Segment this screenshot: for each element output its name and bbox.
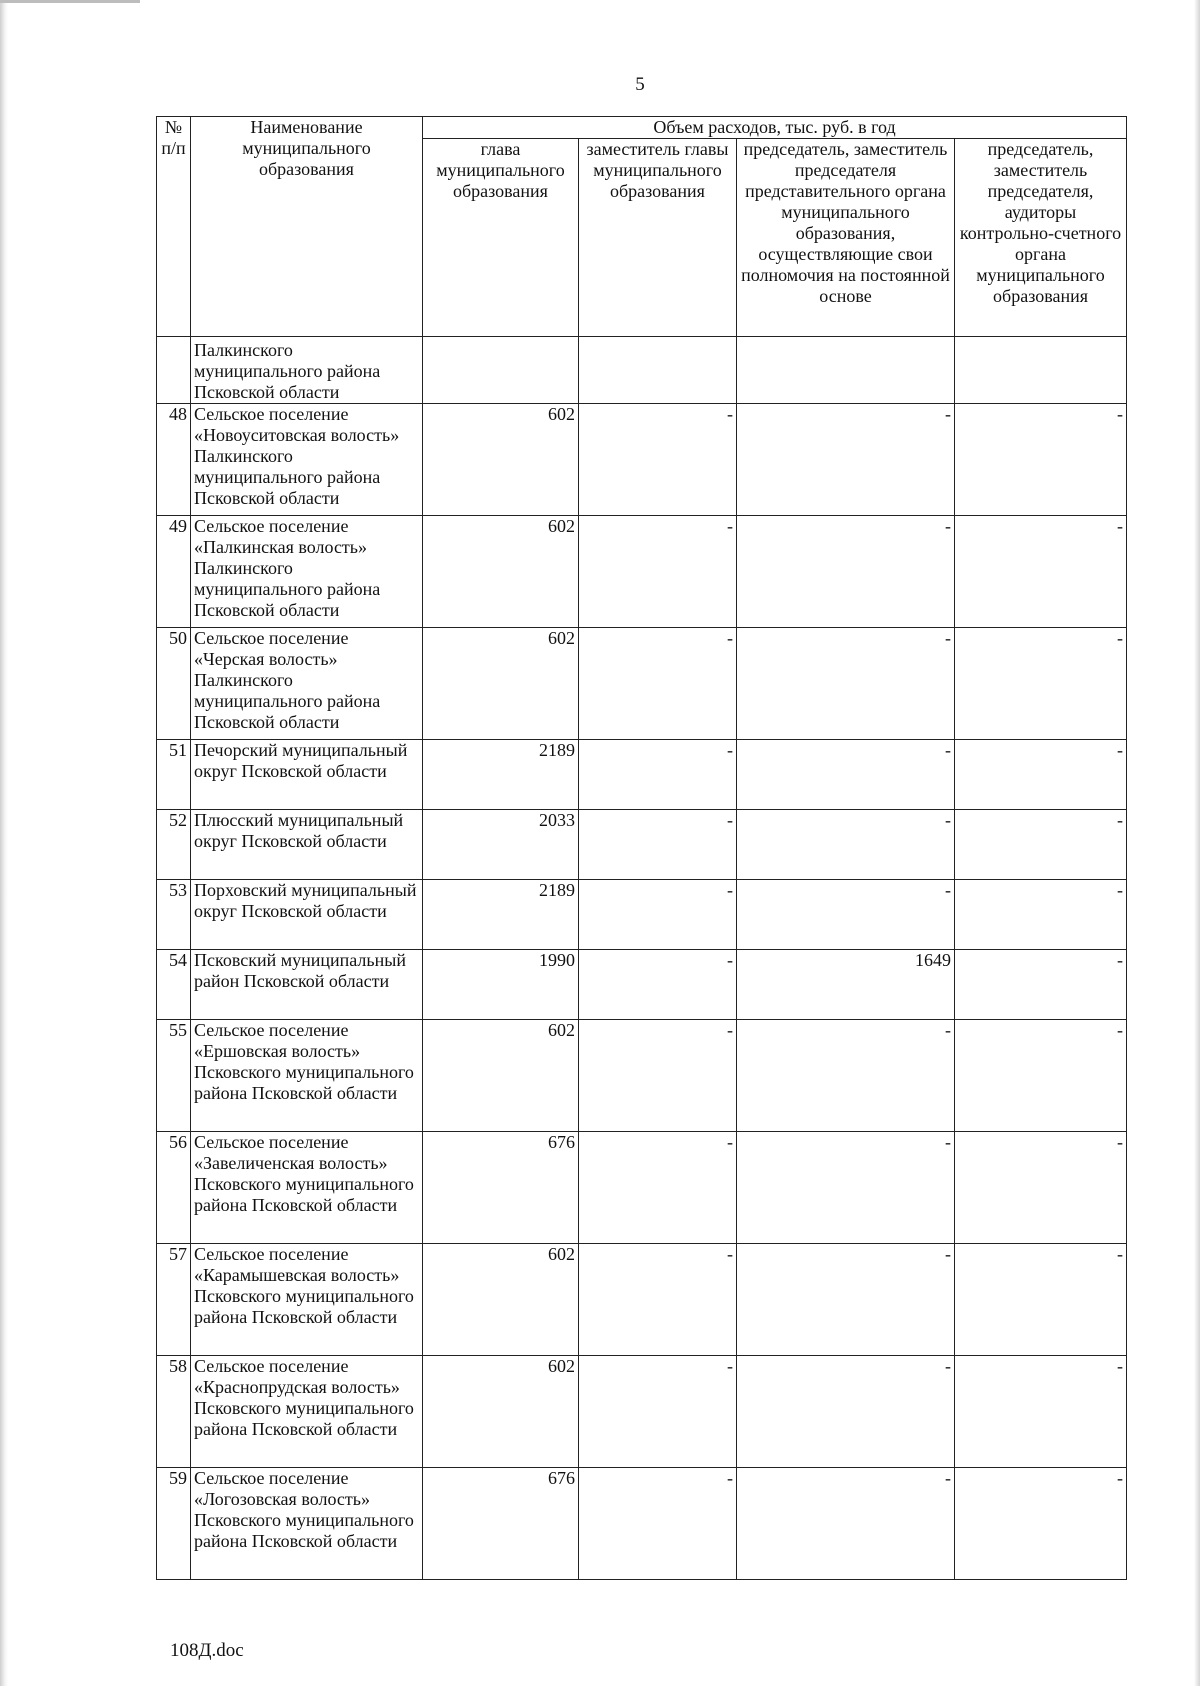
- row-value-deputy: -: [579, 740, 737, 810]
- table-body: [157, 337, 1127, 1580]
- row-number: 58: [157, 1356, 191, 1468]
- row-name: Псковский муниципальный район Псковской области: [191, 950, 423, 1020]
- table-row-continuation: [157, 337, 1127, 404]
- row-value-audit: -: [955, 1244, 1127, 1356]
- header-col-audit-chair: председатель, заместитель председателя, аудиторы контрольно-счетного органа муниципального образования: [955, 139, 1127, 337]
- table-row: [157, 628, 1127, 740]
- row-value-representative: -: [737, 1132, 955, 1244]
- row-value-audit: -: [955, 516, 1127, 628]
- row-name: Сельское поселение «Краснопрудская волость» Псковского муниципального района Псковской области: [191, 1356, 423, 1468]
- row-name: Сельское поселение «Черская волость» Палкинского муниципального района Псковской области: [191, 628, 423, 740]
- row-value-representative: -: [737, 1356, 955, 1468]
- row-name: Сельское поселение «Карамышевская волость» Псковского муниципального района Псковской области: [191, 1244, 423, 1356]
- row-value-representative: -: [737, 404, 955, 516]
- row-name: Порховский муниципальный округ Псковской области: [191, 880, 423, 950]
- table-row: [157, 404, 1127, 516]
- row-number: 55: [157, 1020, 191, 1132]
- footer-filename: 108Д.doc: [170, 1640, 244, 1661]
- row-value-deputy: -: [579, 1244, 737, 1356]
- row-value-audit: -: [955, 950, 1127, 1020]
- row-value-deputy: -: [579, 628, 737, 740]
- row-value-deputy: -: [579, 950, 737, 1020]
- row-value-representative: -: [737, 1020, 955, 1132]
- row-value-representative: -: [737, 628, 955, 740]
- row-value-head: 676: [423, 1132, 579, 1244]
- row-value-audit: -: [955, 810, 1127, 880]
- row-number: 56: [157, 1132, 191, 1244]
- row-number: 48: [157, 404, 191, 516]
- header-row-1: [157, 117, 1127, 139]
- row-value-representative: -: [737, 880, 955, 950]
- row-value-deputy: -: [579, 1132, 737, 1244]
- table-row: [157, 950, 1127, 1020]
- row-number: 52: [157, 810, 191, 880]
- row-name: Палкинского муниципального района Псковской области: [191, 337, 423, 404]
- table-row: [157, 1244, 1127, 1356]
- row-value-representative: [737, 337, 955, 404]
- table-row: [157, 1356, 1127, 1468]
- table-row: [157, 1468, 1127, 1580]
- row-number: 53: [157, 880, 191, 950]
- row-name: Сельское поселение «Ершовская волость» Псковского муниципального района Псковской области: [191, 1020, 423, 1132]
- header-col-deputy-head: заместитель главы муниципального образования: [579, 139, 737, 337]
- row-name: Сельское поселение «Логозовская волость» Псковского муниципального района Псковской области: [191, 1468, 423, 1580]
- row-value-head: 602: [423, 1356, 579, 1468]
- row-name: Сельское поселение «Новоуситовская волость» Палкинского муниципального района Псковской области: [191, 404, 423, 516]
- row-value-head: 602: [423, 1244, 579, 1356]
- row-number: 49: [157, 516, 191, 628]
- row-value-representative: -: [737, 1468, 955, 1580]
- row-value-audit: -: [955, 404, 1127, 516]
- row-value-audit: [955, 337, 1127, 404]
- table-row: [157, 1020, 1127, 1132]
- row-value-audit: -: [955, 628, 1127, 740]
- row-value-audit: -: [955, 1468, 1127, 1580]
- row-value-deputy: -: [579, 404, 737, 516]
- row-value-head: 602: [423, 1020, 579, 1132]
- row-number: 59: [157, 1468, 191, 1580]
- scan-edge-left: [0, 0, 8, 1686]
- row-number: [157, 337, 191, 404]
- row-value-deputy: [579, 337, 737, 404]
- row-value-audit: -: [955, 1020, 1127, 1132]
- row-value-deputy: -: [579, 1468, 737, 1580]
- row-value-representative: -: [737, 516, 955, 628]
- row-name: Сельское поселение «Завеличенская волость» Псковского муниципального района Псковской области: [191, 1132, 423, 1244]
- header-num: № п/п: [157, 117, 191, 337]
- header-col-head: глава муниципального образования: [423, 139, 579, 337]
- page-number: 5: [635, 74, 645, 95]
- row-value-deputy: -: [579, 880, 737, 950]
- header-group: Объем расходов, тыс. руб. в год: [423, 117, 1127, 139]
- row-number: 54: [157, 950, 191, 1020]
- row-value-head: 602: [423, 404, 579, 516]
- row-number: 57: [157, 1244, 191, 1356]
- row-name: Плюсский муниципальный округ Псковской области: [191, 810, 423, 880]
- row-value-audit: -: [955, 1356, 1127, 1468]
- row-value-head: 2189: [423, 880, 579, 950]
- table-row: [157, 740, 1127, 810]
- row-number: 51: [157, 740, 191, 810]
- scan-edge-top: [0, 0, 140, 3]
- table-row: [157, 516, 1127, 628]
- row-value-deputy: -: [579, 810, 737, 880]
- table-row: [157, 1132, 1127, 1244]
- row-value-head: 676: [423, 1468, 579, 1580]
- row-value-audit: -: [955, 1132, 1127, 1244]
- row-value-head: 2189: [423, 740, 579, 810]
- row-value-representative: -: [737, 740, 955, 810]
- row-value-head: 2033: [423, 810, 579, 880]
- expenses-table: [156, 116, 1127, 1580]
- row-name: Сельское поселение «Палкинская волость» Палкинского муниципального района Псковской области: [191, 516, 423, 628]
- row-value-deputy: -: [579, 516, 737, 628]
- table-row: [157, 810, 1127, 880]
- row-value-representative: -: [737, 1244, 955, 1356]
- row-value-deputy: -: [579, 1356, 737, 1468]
- scan-edge-right: [1194, 0, 1200, 1686]
- header-col-representative-chair: председатель, заместитель председателя представительного органа муниципального образования, осуществляющие свои полномочия на постоянной основе: [737, 139, 955, 337]
- row-value-audit: -: [955, 740, 1127, 810]
- row-value-head: 1990: [423, 950, 579, 1020]
- row-value-representative: -: [737, 810, 955, 880]
- header-name: Наименование муниципального образования: [191, 117, 423, 337]
- row-value-head: [423, 337, 579, 404]
- table-row: [157, 880, 1127, 950]
- row-name: Печорский муниципальный округ Псковской области: [191, 740, 423, 810]
- row-value-representative: 1649: [737, 950, 955, 1020]
- row-value-deputy: -: [579, 1020, 737, 1132]
- row-value-head: 602: [423, 628, 579, 740]
- row-value-audit: -: [955, 880, 1127, 950]
- row-value-head: 602: [423, 516, 579, 628]
- row-number: 50: [157, 628, 191, 740]
